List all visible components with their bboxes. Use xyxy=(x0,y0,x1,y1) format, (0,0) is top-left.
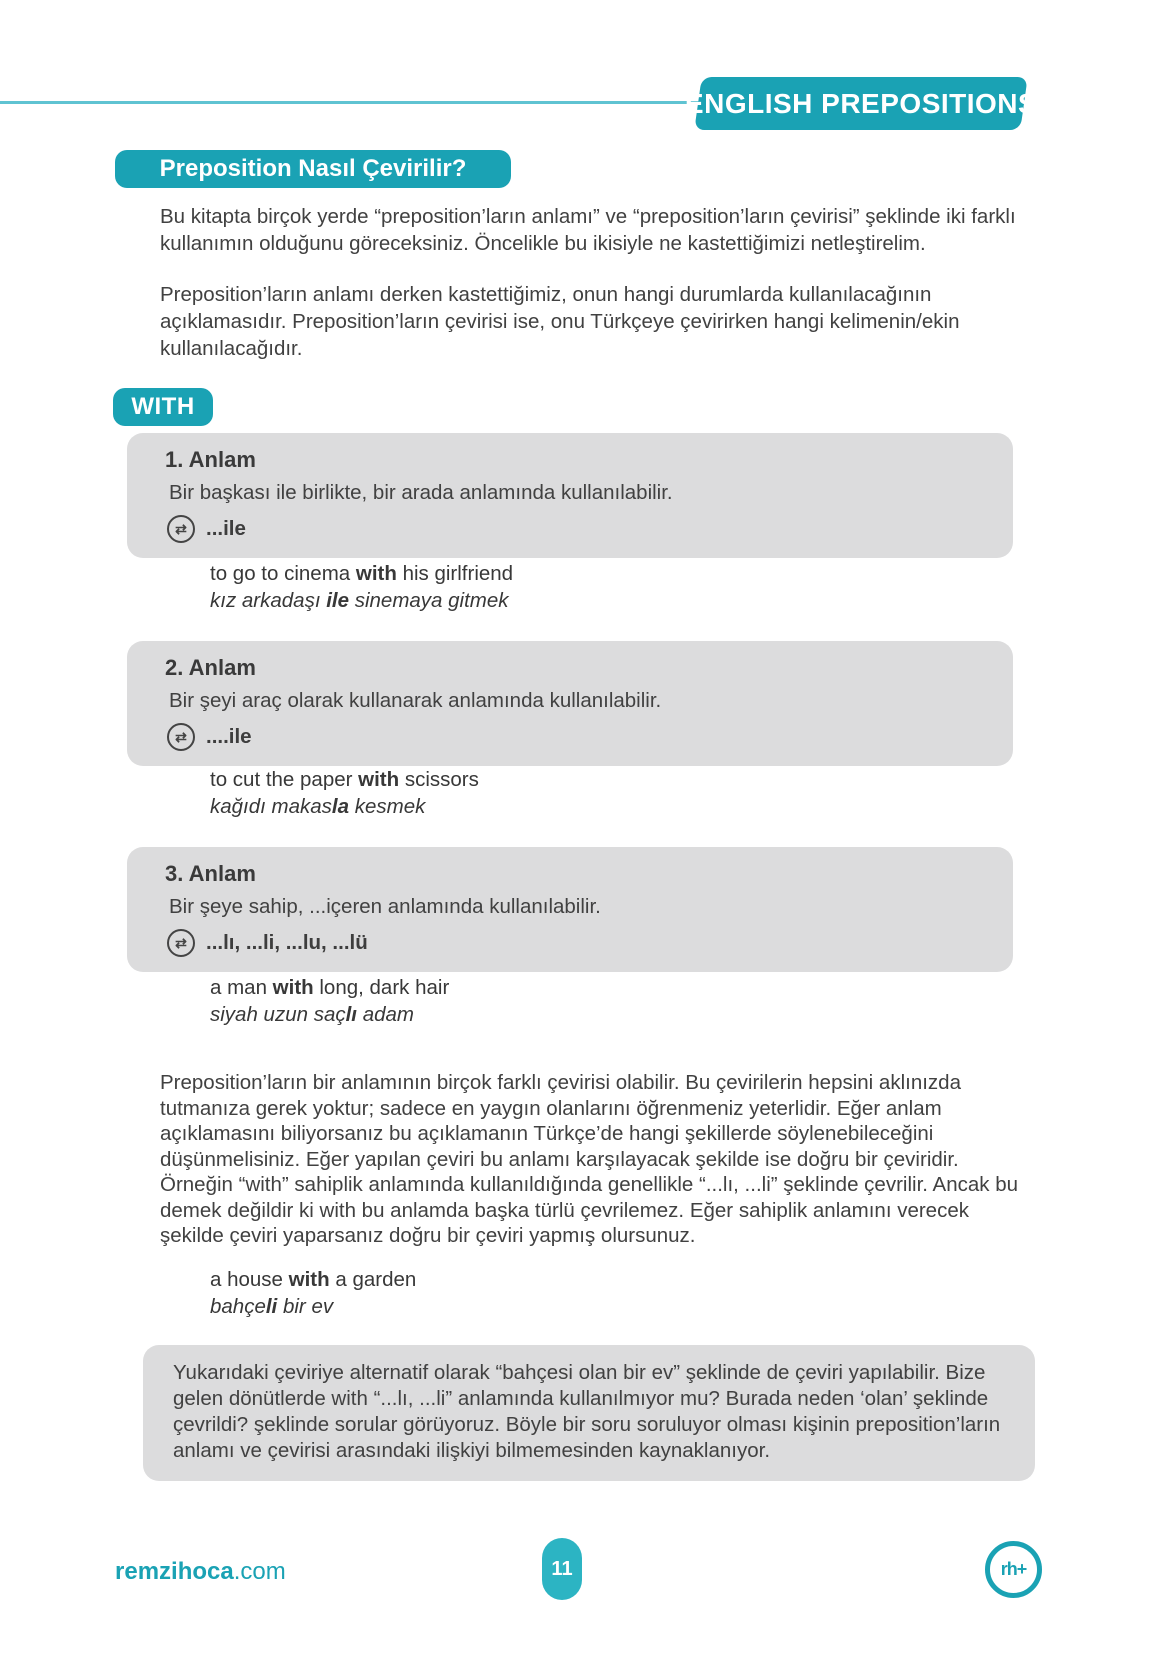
translation-swap-icon: ⇄ xyxy=(167,515,195,543)
meaning-3-translation: ...lı, ...li, ...lu, ...lü xyxy=(206,931,368,954)
meaning-3-translation-row xyxy=(167,929,983,957)
example-text: a garden xyxy=(329,1268,417,1291)
translation-swap-icon: ⇄ xyxy=(167,723,195,751)
example-text: to cut the paper xyxy=(210,768,359,791)
translation-swap-icon: ⇄ xyxy=(167,929,195,957)
example-text: long, dark hair xyxy=(313,976,450,999)
meaning-1-description: Bir başkası ile birlikte, bir arada anlamında kullanılabilir. xyxy=(169,481,673,504)
rh-plus-logo-text: rh+ xyxy=(1000,1559,1027,1579)
meaning-2-translation-row xyxy=(167,723,983,751)
example-2-turkish xyxy=(210,793,479,820)
example-1-english xyxy=(210,560,513,587)
footer-site-name: remzihoca xyxy=(115,1558,234,1585)
example-4 xyxy=(210,1266,416,1320)
example-1-turkish xyxy=(210,587,513,614)
example-text: a house xyxy=(210,1268,289,1291)
meaning-1-translation: ...ile xyxy=(206,517,246,540)
example-keyword: with xyxy=(288,1268,330,1291)
meaning-1-title: 1. Anlam xyxy=(165,447,256,472)
intro-paragraph-2: Preposition’ların anlamı derken kastettiğimiz, onun hangi durumlarda kullanılacağının açıklamasıdır. Preposition’ların çevirisi ise, onu Türkçeye çevirirken hangi kelimenin/ekin kullanılacağıdır. xyxy=(160,283,960,360)
footer-site-suffix: .com xyxy=(233,1558,286,1585)
example-keyword: li xyxy=(265,1295,278,1318)
example-text: kağıdı makas xyxy=(210,795,332,818)
example-keyword: with xyxy=(358,768,400,791)
meaning-3-description: Bir şeye sahip, ...içeren anlamında kullanılabilir. xyxy=(169,895,601,918)
example-text: a man xyxy=(210,976,273,999)
intro-paragraph-1: Bu kitapta birçok yerde “preposition’ların anlamı” ve “preposition’ların çevirisi” şeklinde iki farklı kullanımın olduğunu göreceksiniz. Öncelikle bu ikisiyle ne kastettiğimizi netleştirelim. xyxy=(160,205,1016,255)
example-text: siyah uzun saç xyxy=(210,1003,346,1026)
meaning-2-translation: ....ile xyxy=(206,725,252,748)
example-3-english xyxy=(210,974,449,1001)
example-keyword: ile xyxy=(326,589,350,612)
example-3-turkish xyxy=(210,1001,449,1028)
section-title: Preposition Nasıl Çevirilir? xyxy=(159,155,467,182)
example-4-english xyxy=(210,1266,416,1293)
example-1 xyxy=(210,560,513,614)
example-keyword: with xyxy=(272,976,314,999)
example-2-english xyxy=(210,766,479,793)
example-text: kız arkadaşı xyxy=(210,589,327,612)
example-text: bahçe xyxy=(210,1295,266,1318)
page-header-badge xyxy=(684,77,1038,130)
example-text: kesmek xyxy=(349,795,426,818)
example-text: adam xyxy=(357,1003,414,1026)
example-3 xyxy=(210,974,449,1028)
example-keyword: la xyxy=(331,795,350,818)
closing-paragraph: Preposition’ların bir anlamının birçok farklı çevirisi olabilir. Bu çevirilerin hepsini aklınızda tutmanıza gerek yoktur; sadece en yaygın olanlarını öğrenmeniz yeterlidir. Eğer anlam açıklamasını biliyorsanız bu açıklamanın Türkçe’de hangi şekillerde söylenebileceğini düşünmelisiniz. Eğer yapılan çeviri bu anlamı karşılayacak şekilde ise doğru bir çeviridir. Örneğin “with” sahiplik anlamında kullanıldığında genellikle “...lı, ...li” şeklinde çevrilir. Ancak bu demek değildir ki with bu anlamda başka türlü çevrilemez. Eğer sahiplik anlamını verecek şekilde çeviri yaparsanız doğru bir çeviri yapmış olursunuz. xyxy=(160,1071,1018,1247)
example-keyword: with xyxy=(355,562,397,585)
note-box: Yukarıdaki çeviriye alternatif olarak “bahçesi olan bir ev” şeklinde de çeviri yapılabilir. Bize gelen dönütlerde with “...lı, ...li” anlamında kullanılmıyor mu? Burada neden ‘olan’ şeklinde çevrildi? şeklinde sorular görüyoruz. Böyle bir soru soruluyor olması kişinin preposition’ların anlamı ve çevirisi arasındaki ilişkiyi bilmemesinden kaynaklanıyor. xyxy=(143,1345,1035,1481)
example-text: bir ev xyxy=(277,1295,334,1318)
page-number-badge xyxy=(542,1538,582,1600)
meaning-1-translation-row xyxy=(167,515,983,543)
meaning-2-title: 2. Anlam xyxy=(165,655,256,680)
with-badge xyxy=(113,388,213,426)
example-text: sinemaya gitmek xyxy=(349,589,509,612)
section-title-badge xyxy=(115,150,511,188)
example-keyword: lı xyxy=(345,1003,358,1026)
example-2 xyxy=(210,766,479,820)
example-text: his girlfriend xyxy=(396,562,514,585)
header-divider-line xyxy=(0,101,723,104)
meaning-2-description: Bir şeyi araç olarak kullanarak anlamında kullanılabilir. xyxy=(169,689,662,712)
page-header-title: ENGLISH PREPOSITIONS xyxy=(684,87,1038,119)
meaning-box-1 xyxy=(127,433,1013,558)
footer-site-link[interactable] xyxy=(115,1558,286,1586)
example-text: scissors xyxy=(399,768,479,791)
example-4-turkish xyxy=(210,1293,416,1320)
with-badge-label: WITH xyxy=(131,393,195,420)
example-text: to go to cinema xyxy=(210,562,356,585)
page-number: 11 xyxy=(551,1557,573,1580)
meaning-box-3 xyxy=(127,847,1013,972)
meaning-box-2 xyxy=(127,641,1013,766)
meaning-3-title: 3. Anlam xyxy=(165,861,256,886)
rh-plus-logo-icon xyxy=(985,1541,1042,1598)
